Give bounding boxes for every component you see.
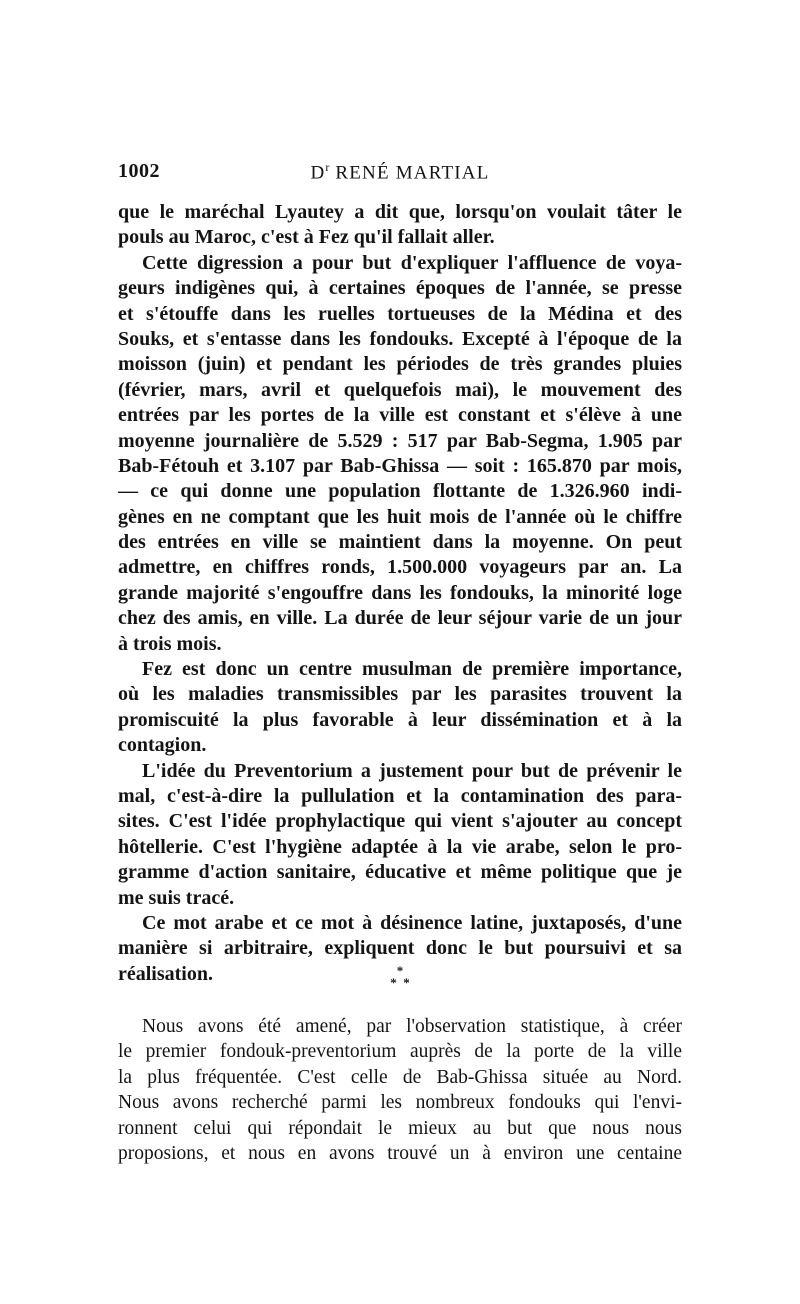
text-line: ronnent celui qui répondait le mieux au but que nous nous bbox=[118, 1117, 682, 1139]
text-line: Ce mot arabe et ce mot à désinence latine, juxtaposés, d'une bbox=[142, 911, 682, 934]
text-line: promiscuité la plus favorable à leur dissémination et à la bbox=[118, 708, 682, 731]
running-head-author bbox=[118, 160, 682, 184]
text-line: et s'étouffe dans les ruelles tortueuses de la Médina et des bbox=[118, 302, 682, 325]
text-line: proposions, et nous en avons trouvé un à environ une centaine bbox=[118, 1142, 682, 1164]
text-line: gènes en ne comptant que les huit mois de l'année où le chiffre bbox=[118, 505, 682, 528]
text-line: la plus fréquentée. C'est celle de Bab-Ghissa située au Nord. bbox=[118, 1066, 682, 1088]
text-line: Fez est donc un centre musulman de première importance, bbox=[142, 658, 682, 681]
text-line: contagion. bbox=[118, 734, 207, 757]
text-line: Nous avons recherché parmi les nombreux fondouks qui l'envi- bbox=[118, 1092, 682, 1114]
text-line: des entrées en ville se maintient dans la moyenne. On peut bbox=[118, 531, 682, 554]
text-line: à trois mois. bbox=[118, 632, 222, 655]
text-line: geurs indigènes qui, à certaines époques de l'année, se presse bbox=[118, 277, 682, 300]
text-line: où les maladies transmissibles par les parasites trouvent la bbox=[118, 683, 682, 706]
author-prefix: D bbox=[310, 162, 326, 184]
asterism-bottom: * * bbox=[390, 975, 410, 990]
text-line: moisson (juin) et pendant les périodes de très grandes pluies bbox=[118, 353, 682, 376]
text-line: réalisation. bbox=[118, 962, 213, 985]
paragraph-affluence bbox=[118, 251, 682, 657]
author-name: RENÉ MARTIAL bbox=[329, 162, 490, 184]
text-line: le premier fondouk-preventorium auprès de la porte de la ville bbox=[118, 1041, 682, 1063]
text-line: Cette digression a pour but d'expliquer l'affluence de voya- bbox=[142, 251, 682, 274]
text-line: manière si arbitraire, expliquent donc le but poursuivi et sa bbox=[118, 937, 682, 960]
text-line: chez des amis, en ville. La durée de leur séjour varie de un jour bbox=[118, 607, 682, 630]
text-line: mal, c'est-à-dire la pullulation et la contamination des para- bbox=[118, 784, 682, 807]
asterism-top: * bbox=[396, 963, 404, 978]
text-line: (février, mars, avril et quelquefois mai), le mouvement des bbox=[118, 378, 682, 401]
body-text bbox=[118, 200, 682, 987]
text-line: Souks, et s'entasse dans les fondouks. Excepté à l'époque de la bbox=[118, 327, 682, 350]
text-line: Bab-Fétouh et 3.107 par Bab-Ghissa — soit : 165.870 par mois, bbox=[118, 454, 682, 477]
text-line: Nous avons été amené, par l'observation statistique, à créer bbox=[142, 1016, 682, 1037]
page-number: 1002 bbox=[118, 160, 160, 182]
section-two-text bbox=[118, 1014, 682, 1166]
author-superscript: r bbox=[325, 160, 330, 174]
text-line: que le maréchal Lyautey a dit que, lorsqu'on voulait tâter le bbox=[118, 201, 682, 223]
paragraph-preventorium bbox=[118, 759, 682, 911]
text-line: moyenne journalière de 5.529 : 517 par Bab-Segma, 1.905 par bbox=[118, 429, 682, 452]
text-line: gramme d'action sanitaire, éducative et même politique que je bbox=[118, 861, 682, 884]
text-line: — ce qui donne une population flottante de 1.326.960 indi- bbox=[118, 480, 682, 503]
running-head bbox=[118, 160, 682, 188]
text-line: entrées par les portes de la ville est constant et s'élève à une bbox=[118, 404, 682, 427]
text-line: pouls au Maroc, c'est à Fez qu'il fallait aller. bbox=[118, 226, 495, 249]
text-line: grande majorité s'engouffre dans les fondouks, la minorité loge bbox=[118, 581, 682, 604]
paragraph-fondouk-preventorium bbox=[118, 1014, 682, 1166]
text-line: L'idée du Preventorium a justement pour but de prévenir le bbox=[142, 759, 682, 782]
continuation-paragraph bbox=[118, 200, 682, 251]
text-line: me suis tracé. bbox=[118, 886, 235, 909]
text-line: admettre, en chiffres ronds, 1.500.000 voyageurs par an. La bbox=[118, 556, 682, 579]
text-line: hôtellerie. C'est l'hygiène adaptée à la vie arabe, selon le pro- bbox=[118, 835, 682, 858]
asterism-separator bbox=[0, 965, 800, 1001]
paragraph-fez-centre bbox=[118, 657, 682, 759]
text-line: sites. C'est l'idée prophylactique qui vient s'ajouter au concept bbox=[118, 810, 682, 833]
